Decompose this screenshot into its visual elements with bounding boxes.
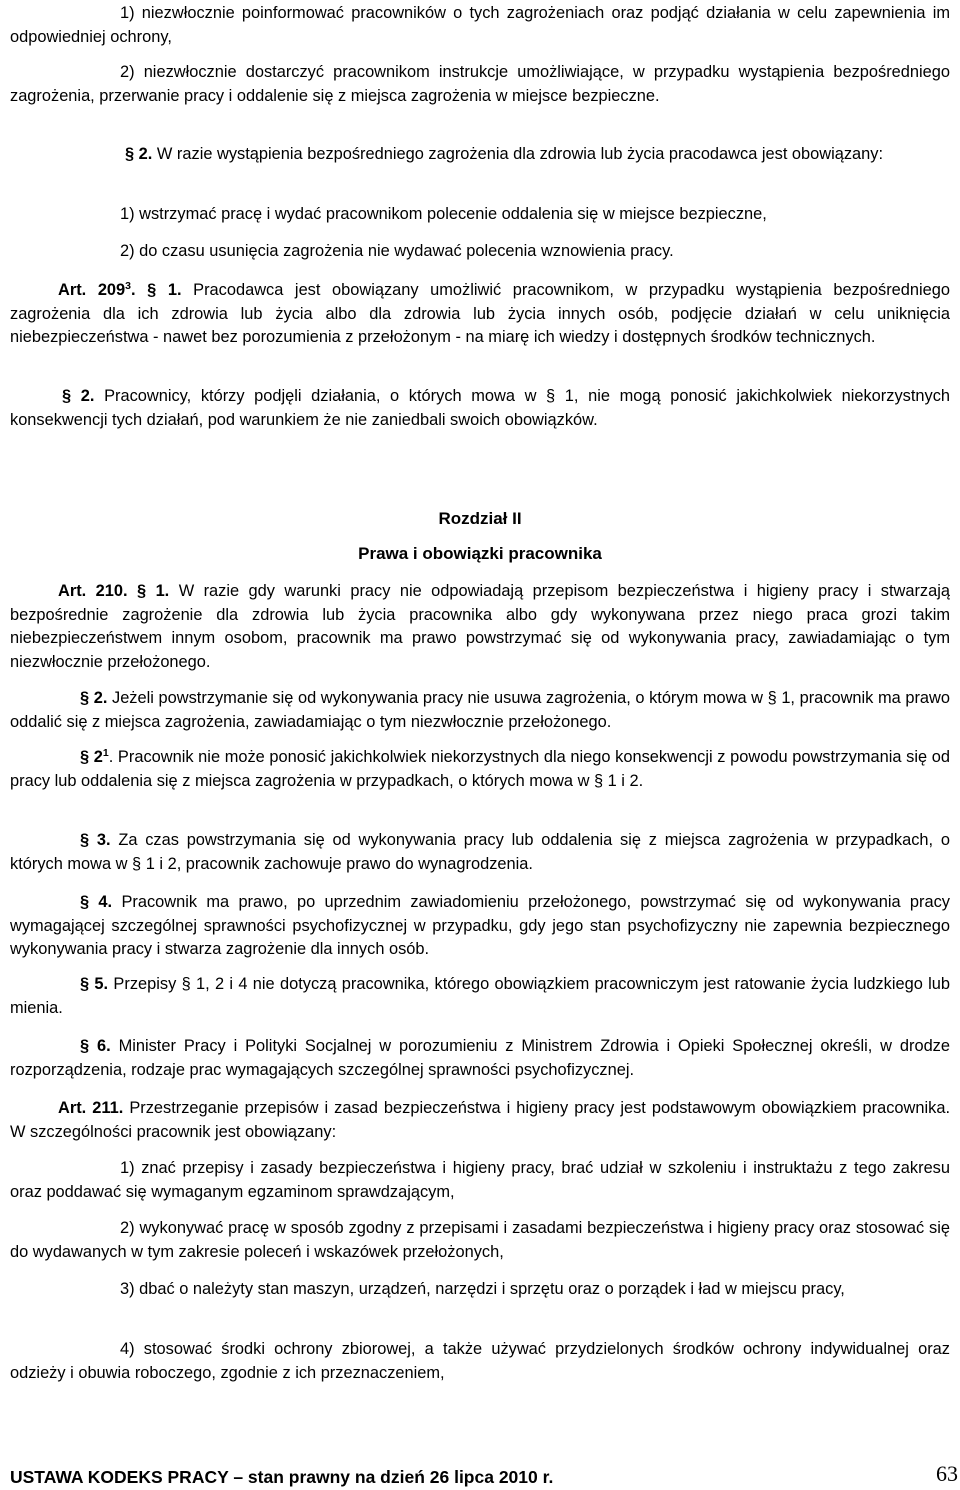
paragraph-number: § 3. (80, 831, 111, 849)
paragraph-number: § 2. (62, 387, 95, 405)
paragraph-number: § $2^1$ (80, 747, 109, 766)
paragraph-number: § 4. (80, 893, 113, 911)
list-item: 3) dbać o należyty stan maszyn, urządzeń, narzędzi i sprzętu oraz o porządek i ład w miejscu pracy, (120, 1280, 845, 1298)
paragraph-number: § 2. (125, 145, 153, 163)
article-label: Art. $209^3$. (58, 280, 136, 299)
chapter-subtitle: Prawa i obowiązki pracownika (358, 544, 602, 563)
paragraph: § 5. Przepisy § 1, 2 i 4 nie dotyczą pracownika, którego obowiązkiem pracowniczym jest ratowanie życia ludzkiego lub mienia. (10, 975, 950, 1017)
list-item: 1) znać przepisy i zasady bezpieczeństwa i higieny pracy, brać udział w szkoleniu i instruktażu z tego zakresu oraz poddawać się wymaganym egzaminom sprawdzającym, (10, 1159, 950, 1201)
page-number: 63 (936, 1461, 958, 1486)
paragraph: § 3. Za czas powstrzymania się od wykonywania pracy lub oddalenia się z miejsca zagrożenia w przypadkach, o których mowa w § 1 i 2, pracownik zachowuje prawo do wynagrodzenia. (10, 831, 950, 873)
list-item: 1) niezwłocznie poinformować pracowników o tych zagrożeniach oraz podjąć działania w celu zapewnienia im odpowiedniej ochrony, (10, 4, 950, 46)
paragraph: § 2. Pracownicy, którzy podjęli działania, o których mowa w § 1, nie mogą ponosić jakichkolwiek niekorzystnych konsekwencji tych działań, pod warunkiem że nie zaniedbali swoich obowiązków. (10, 387, 951, 429)
article-211: Art. 211. Przestrzeganie przepisów i zasad bezpieczeństwa i higieny pracy jest podstawowym obowiązkiem pracownika. W szczególności pracownik jest obowiązany: (10, 1099, 951, 1141)
list-item: 1) wstrzymać pracę i wydać pracownikom polecenie oddalenia się w miejsce bezpieczne, (120, 205, 767, 223)
list-item: 4) stosować środki ochrony zbiorowej, a także używać przydzielonych środków ochrony indywidualnej oraz odzieży i obuwia roboczego, zgodnie z ich przeznaczeniem, (10, 1340, 950, 1382)
list-item: 2) niezwłocznie dostarczyć pracownikom instrukcje umożliwiające, w przypadku wystąpienia bezpośredniego zagrożenia, przerwanie pracy i oddalenie się z miejsca zagrożenia w miejsce bezpieczne. (10, 63, 950, 105)
article-210: Art. 210. § 1. W razie gdy warunki pracy nie odpowiadają przepisom bezpieczeństwa i higieny pracy i stwarzają bezpośrednie zagrożenie dla zdrowia lub życia pracownika albo gdy wykonywana przez niego praca grozi takim niebezpieczeństwem innym osobom, pracownik ma prawo powstrzymać się od wykonywania pracy, zawiadamiając o tym niezwłocznie przełożonego. (10, 582, 950, 671)
list-item: 2) do czasu usunięcia zagrożenia nie wydawać polecenia wznowienia pracy. (120, 242, 674, 260)
paragraph: § 6. Minister Pracy i Polityki Socjalnej w porozumieniu z Ministrem Zdrowia i Opieki Społecznej określi, w drodze rozporządzenia, rodzaje prac wymagających szczególnej sprawności psychofizycznej. (10, 1037, 950, 1079)
article-label: Art. 211. (58, 1099, 124, 1117)
paragraph-number: § 6. (80, 1037, 111, 1055)
paragraph: § $2^1$. Pracownik nie może ponosić jakichkolwiek niekorzystnych dla niego konsekwencji z powodu powstrzymania się od pracy lub oddalenia się z miejsca zagrożenia w przypadkach, o których mowa w § 1 i 2. (10, 747, 950, 790)
chapter-title: Rozdział II (438, 509, 522, 528)
paragraph-number: § 2. (80, 689, 108, 707)
article-209-3: Art. $209^3$. § 1. Pracodawca jest obowiązany umożliwić pracownikom, w przypadku wystąpienia bezpośredniego zagrożenia dla ich zdrowia lub życia albo dla zdrowia lub życia innych osób, podjęcie działań w celu uniknięcia niebezpieczeństwa - nawet bez porozumienia z przełożonym - na miarę ich wiedzy i dostępnych środków technicznych. (10, 280, 950, 347)
paragraph-number: § 5. (80, 975, 109, 993)
paragraph-2: § 2. W razie wystąpienia bezpośredniego zagrożenia dla zdrowia lub życia pracodawca jest obowiązany: (125, 145, 884, 163)
article-label: Art. 210. (58, 582, 128, 600)
paragraph-number: § 1. (147, 281, 182, 299)
list-item: 2) wykonywać pracę w sposób zgodny z przepisami i zasadami bezpieczeństwa i higieny pracy oraz stosować się do wydawanych w tym zakresie poleceń i wskazówek przełożonych, (10, 1219, 950, 1261)
footer-title: USTAWA KODEKS PRACY – stan prawny na dzień 26 lipca 2010 r. (10, 1467, 554, 1487)
paragraph: § 2. Jeżeli powstrzymanie się od wykonywania pracy nie usuwa zagrożenia, o którym mowa w § 1, pracownik ma prawo oddalić się z miejsca zagrożenia, zawiadamiając o tym niezwłocznie przełożonego. (10, 689, 950, 731)
paragraph-number: § 1. (137, 582, 170, 600)
paragraph: § 4. Pracownik ma prawo, po uprzednim zawiadomieniu przełożonego, powstrzymać się od wykonywania pracy wymagającej szczególnej sprawności psychofizycznej w przypadku, gdy jego stan psychofizyczny nie zapewnia bezpiecznego wykonywania pracy i stwarza zagrożenie dla innych osób. (10, 893, 951, 959)
